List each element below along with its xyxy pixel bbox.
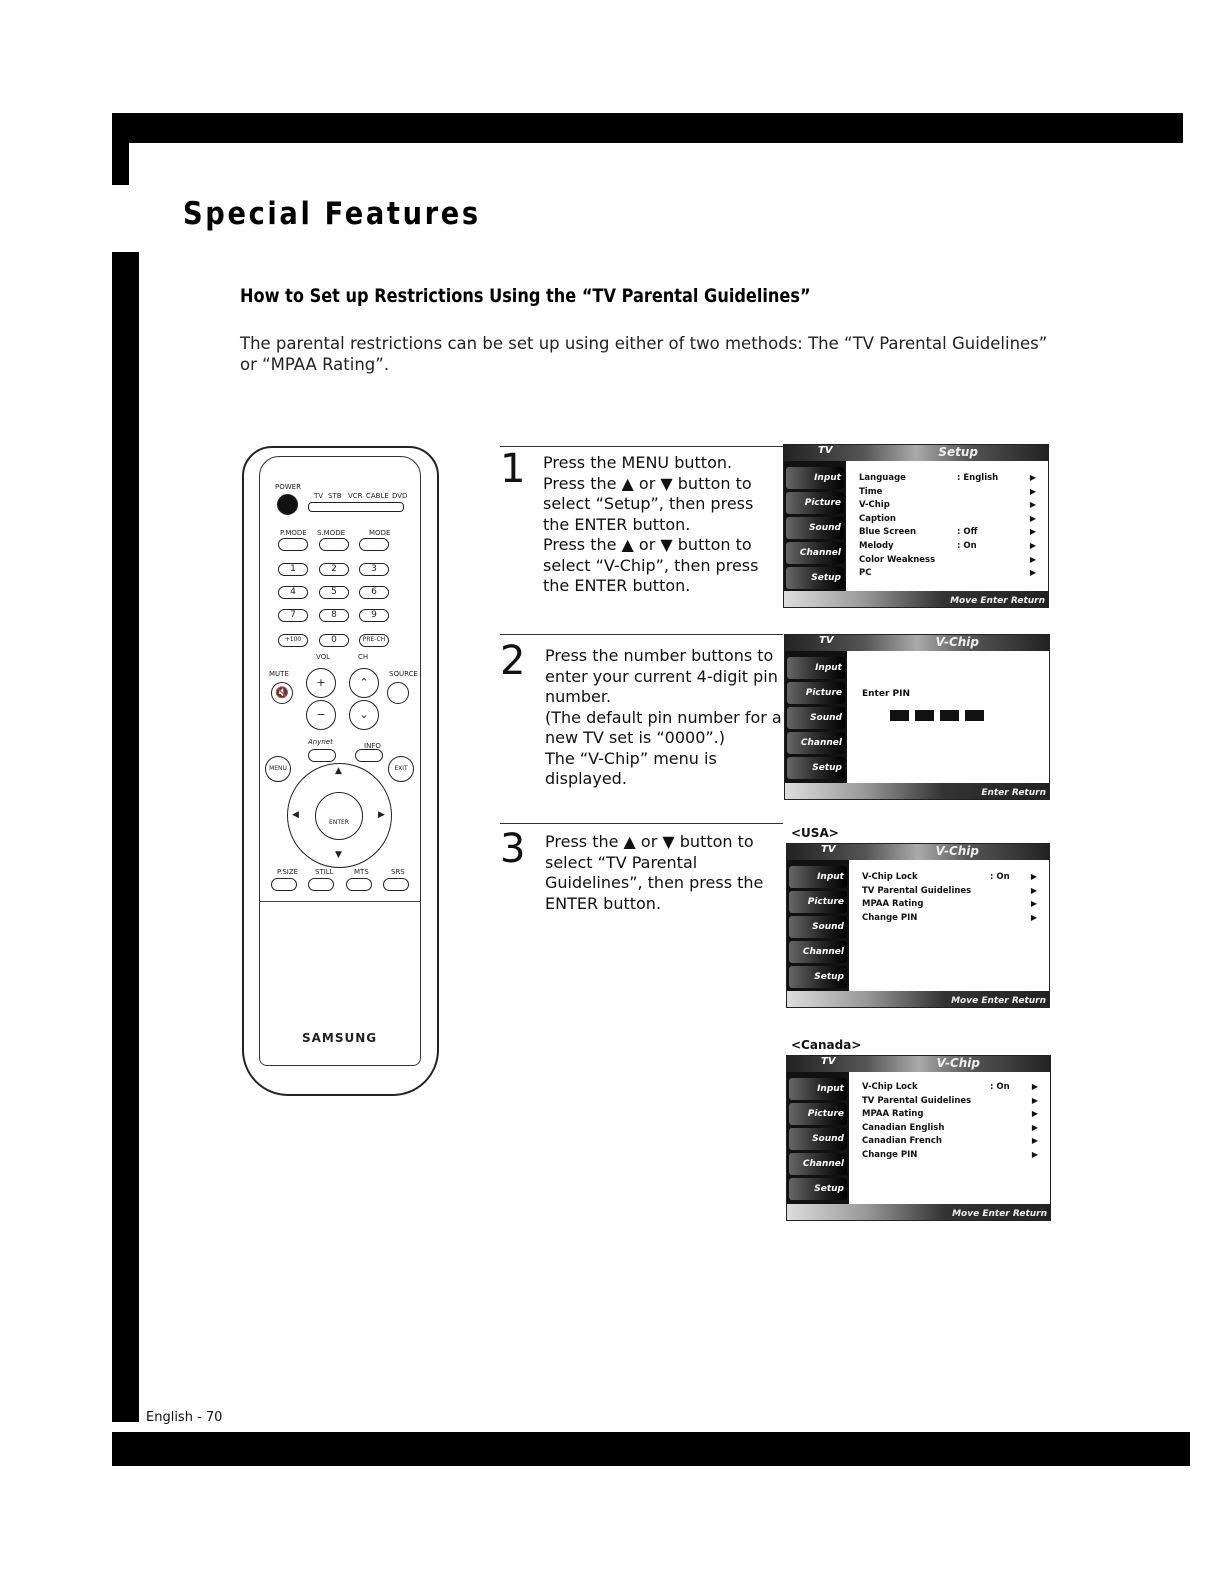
top-border-bar xyxy=(112,113,1183,143)
number-key: 8 xyxy=(319,609,349,622)
osd-footer: Move Enter Return xyxy=(951,996,1046,1006)
step-1-text: Press the MENU button. Press the ▲ or ▼ button to select “Setup”, then press the ENTER button. Press the ▲ or ▼ button to select “V-Chip”, then press the ENTER button. xyxy=(543,453,759,595)
left-border-bar xyxy=(112,252,139,1422)
still-label: STILL xyxy=(315,868,334,876)
mode-label: DVD xyxy=(392,492,408,500)
remote-lower-divider xyxy=(259,901,421,902)
osd-sidebar-sound: Sound xyxy=(789,916,847,938)
mode-label: CABLE xyxy=(366,492,389,500)
step-1-number: 1 xyxy=(500,446,526,492)
right-arrow-icon: ▶ xyxy=(1029,486,1036,496)
bottom-border-bar xyxy=(112,1432,1190,1466)
info-button xyxy=(355,749,383,762)
number-key: 6 xyxy=(359,586,389,599)
step-3-number: 3 xyxy=(500,826,526,872)
menu-button: MENU xyxy=(265,756,291,782)
number-key: 5 xyxy=(319,586,349,599)
pmode-button xyxy=(278,538,308,551)
osd-sidebar-input: Input xyxy=(789,1078,847,1100)
number-key: 7 xyxy=(278,609,308,622)
number-key: 0 xyxy=(319,634,349,647)
page-title: Special Features xyxy=(183,196,481,232)
anynet-label: Anynet xyxy=(308,738,333,746)
right-arrow-icon: ▶ xyxy=(1029,527,1036,537)
osd-sidebar-input: Input xyxy=(786,467,844,489)
osd-sidebar-picture: Picture xyxy=(786,492,844,514)
osd-menu-item: Color Weakness ▶ xyxy=(859,554,1036,565)
osd-title: V-Chip xyxy=(935,635,979,649)
osd-sidebar xyxy=(787,1072,849,1204)
osd-menu-item: Melody : On ▶ xyxy=(859,540,1036,551)
number-key: 2 xyxy=(319,563,349,576)
osd-menu-item: MPAA Rating ▶ xyxy=(862,1109,1038,1120)
osd-menu-list xyxy=(859,473,1036,582)
psize-button xyxy=(271,878,297,891)
osd-title: Setup xyxy=(938,445,978,459)
step-2-number: 2 xyxy=(500,638,526,684)
mute-label: MUTE xyxy=(269,670,289,678)
power-label: POWER xyxy=(275,483,301,491)
up-arrow-icon: ▲ xyxy=(335,766,342,776)
osd-sidebar-channel: Channel xyxy=(786,542,844,564)
osd-footer: Move Enter Return xyxy=(950,596,1045,606)
setup-menu-screen xyxy=(783,444,1049,608)
osd-sidebar xyxy=(784,461,846,591)
osd-menu-list xyxy=(862,1082,1038,1164)
number-key: 9 xyxy=(359,609,389,622)
osd-sidebar xyxy=(787,860,849,991)
osd-tv-label: TV xyxy=(818,445,833,456)
source-button xyxy=(387,682,409,704)
osd-sidebar xyxy=(785,651,847,783)
osd-menu-item: V-Chip ▶ xyxy=(859,500,1036,511)
number-key: 3 xyxy=(359,563,389,576)
osd-menu-item: Change PIN ▶ xyxy=(862,1149,1038,1160)
osd-tv-label: TV xyxy=(819,635,834,646)
osd-sidebar-picture: Picture xyxy=(789,1103,847,1125)
mts-label: MTS xyxy=(354,868,369,876)
pin-digit-box xyxy=(940,710,959,721)
right-arrow-icon: ▶ xyxy=(1030,912,1037,922)
osd-sidebar-picture: Picture xyxy=(789,891,847,913)
enter-button: ENTER xyxy=(315,792,363,840)
canada-region-label: <Canada> xyxy=(791,1038,862,1052)
osd-sidebar-setup: Setup xyxy=(789,966,847,988)
number-key: 1 xyxy=(278,563,308,576)
still-button xyxy=(308,878,334,891)
right-arrow-icon: ▶ xyxy=(378,810,385,820)
right-arrow-icon: ▶ xyxy=(1031,1109,1038,1119)
pin-digit-box xyxy=(965,710,984,721)
osd-sidebar-sound: Sound xyxy=(787,707,845,729)
intro-paragraph: The parental restrictions can be set up using either of two methods: The “TV Parental Guidelines” or “MPAA Rating”. xyxy=(240,334,1048,374)
srs-button xyxy=(383,878,409,891)
osd-menu-item: V-Chip Lock : On ▶ xyxy=(862,1082,1038,1092)
osd-sidebar-picture: Picture xyxy=(787,682,845,704)
osd-sidebar-channel: Channel xyxy=(787,732,845,754)
osd-sidebar-channel: Channel xyxy=(789,941,847,963)
right-arrow-icon: ▶ xyxy=(1029,540,1036,550)
right-arrow-icon: ▶ xyxy=(1030,885,1037,895)
osd-sidebar-setup: Setup xyxy=(789,1178,847,1200)
osd-menu-item: Caption ▶ xyxy=(859,513,1036,524)
smode-button xyxy=(319,538,349,551)
osd-tv-label: TV xyxy=(821,844,836,855)
left-border-bar-top xyxy=(112,113,129,185)
ch-label: CH xyxy=(358,653,369,661)
right-arrow-icon: ▶ xyxy=(1031,1082,1038,1091)
osd-footer: Move Enter Return xyxy=(952,1209,1047,1219)
down-arrow-icon: ▼ xyxy=(335,850,342,860)
osd-tv-label: TV xyxy=(821,1056,836,1067)
anynet-button xyxy=(308,749,336,762)
mode-key-label: MODE xyxy=(369,529,391,537)
osd-menu-item: Blue Screen : Off ▶ xyxy=(859,527,1036,538)
osd-title: V-Chip xyxy=(935,844,979,858)
osd-menu-item: TV Parental Guidelines ▶ xyxy=(862,885,1037,896)
page-number-footer: English - 70 xyxy=(146,1410,223,1425)
step-2-rule xyxy=(500,634,783,635)
right-arrow-icon: ▶ xyxy=(1029,500,1036,510)
vchip-menu-usa-screen xyxy=(786,843,1050,1008)
right-arrow-icon: ▶ xyxy=(1030,872,1037,881)
osd-menu-item: Canadian French ▶ xyxy=(862,1136,1038,1147)
smode-label: S.MODE xyxy=(317,529,346,537)
enter-pin-screen xyxy=(784,634,1050,800)
osd-menu-item: TV Parental Guidelines ▶ xyxy=(862,1095,1038,1106)
osd-menu-item: MPAA Rating ▶ xyxy=(862,899,1037,910)
right-arrow-icon: ▶ xyxy=(1031,1095,1038,1105)
osd-menu-item: Canadian English ▶ xyxy=(862,1122,1038,1133)
pmode-label: P.MODE xyxy=(280,529,307,537)
source-label: SOURCE xyxy=(389,670,418,678)
step-3-rule xyxy=(500,823,783,824)
psize-label: P.SIZE xyxy=(277,868,299,876)
exit-button: EXIT xyxy=(388,756,414,782)
right-arrow-icon: ▶ xyxy=(1029,554,1036,564)
vol-up-button: + xyxy=(306,668,336,698)
osd-sidebar-input: Input xyxy=(789,866,847,888)
power-button xyxy=(277,494,298,515)
vchip-menu-canada-screen xyxy=(786,1055,1051,1221)
mode-label: STB xyxy=(328,492,342,500)
usa-region-label: <USA> xyxy=(791,826,839,840)
mode-label: VCR xyxy=(348,492,363,500)
number-key: +100 xyxy=(278,634,308,647)
enter-pin-prompt: Enter PIN xyxy=(862,689,911,699)
osd-footer: Enter Return xyxy=(981,788,1046,798)
samsung-logo: SAMSUNG xyxy=(302,1031,378,1045)
mute-button: 🔇 xyxy=(271,682,293,704)
right-arrow-icon: ▶ xyxy=(1029,513,1036,523)
right-arrow-icon: ▶ xyxy=(1029,473,1036,482)
left-arrow-icon: ◀ xyxy=(292,810,299,820)
osd-sidebar-setup: Setup xyxy=(787,757,845,779)
step-3-text: Press the ▲ or ▼ button to select “TV Parental Guidelines”, then press the ENTER button. xyxy=(545,832,764,913)
osd-sidebar-input: Input xyxy=(787,657,845,679)
right-arrow-icon: ▶ xyxy=(1031,1136,1038,1146)
osd-menu-item: PC ▶ xyxy=(859,568,1036,579)
right-arrow-icon: ▶ xyxy=(1030,899,1037,909)
osd-menu-item: V-Chip Lock : On ▶ xyxy=(862,872,1037,882)
ch-down-button: ⌄ xyxy=(349,700,379,730)
mode-slider xyxy=(308,502,404,512)
pin-digit-box xyxy=(915,710,934,721)
srs-label: SRS xyxy=(391,868,405,876)
osd-menu-item: Time ▶ xyxy=(859,486,1036,497)
mts-button xyxy=(346,878,372,891)
right-arrow-icon: ▶ xyxy=(1031,1122,1038,1132)
pin-digit-box xyxy=(890,710,909,721)
vol-down-button: − xyxy=(306,700,336,730)
mode-label: TV xyxy=(314,492,324,500)
remote-control-illustration xyxy=(242,446,439,1096)
mode-button xyxy=(359,538,389,551)
info-label: INFO xyxy=(364,742,381,750)
number-key: PRE-CH xyxy=(359,634,389,647)
ch-up-button: ⌃ xyxy=(349,668,379,698)
osd-sidebar-sound: Sound xyxy=(789,1128,847,1150)
osd-menu-item: Change PIN ▶ xyxy=(862,912,1037,923)
right-arrow-icon: ▶ xyxy=(1031,1149,1038,1159)
osd-sidebar-sound: Sound xyxy=(786,517,844,539)
section-heading: How to Set up Restrictions Using the “TV Parental Guidelines” xyxy=(240,285,811,307)
osd-menu-list xyxy=(862,872,1037,926)
osd-sidebar-channel: Channel xyxy=(789,1153,847,1175)
osd-title: V-Chip xyxy=(936,1056,980,1070)
vol-label: VOL xyxy=(316,653,331,661)
osd-sidebar-setup: Setup xyxy=(786,567,844,589)
osd-menu-item: Language : English ▶ xyxy=(859,473,1036,483)
right-arrow-icon: ▶ xyxy=(1029,568,1036,578)
step-2-text: Press the number buttons to enter your current 4-digit pin number. (The default pin number for a new TV set is “0000”.) The “V-Chip” menu is displayed. xyxy=(545,646,782,788)
number-key: 4 xyxy=(278,586,308,599)
step-1-rule xyxy=(500,446,783,447)
